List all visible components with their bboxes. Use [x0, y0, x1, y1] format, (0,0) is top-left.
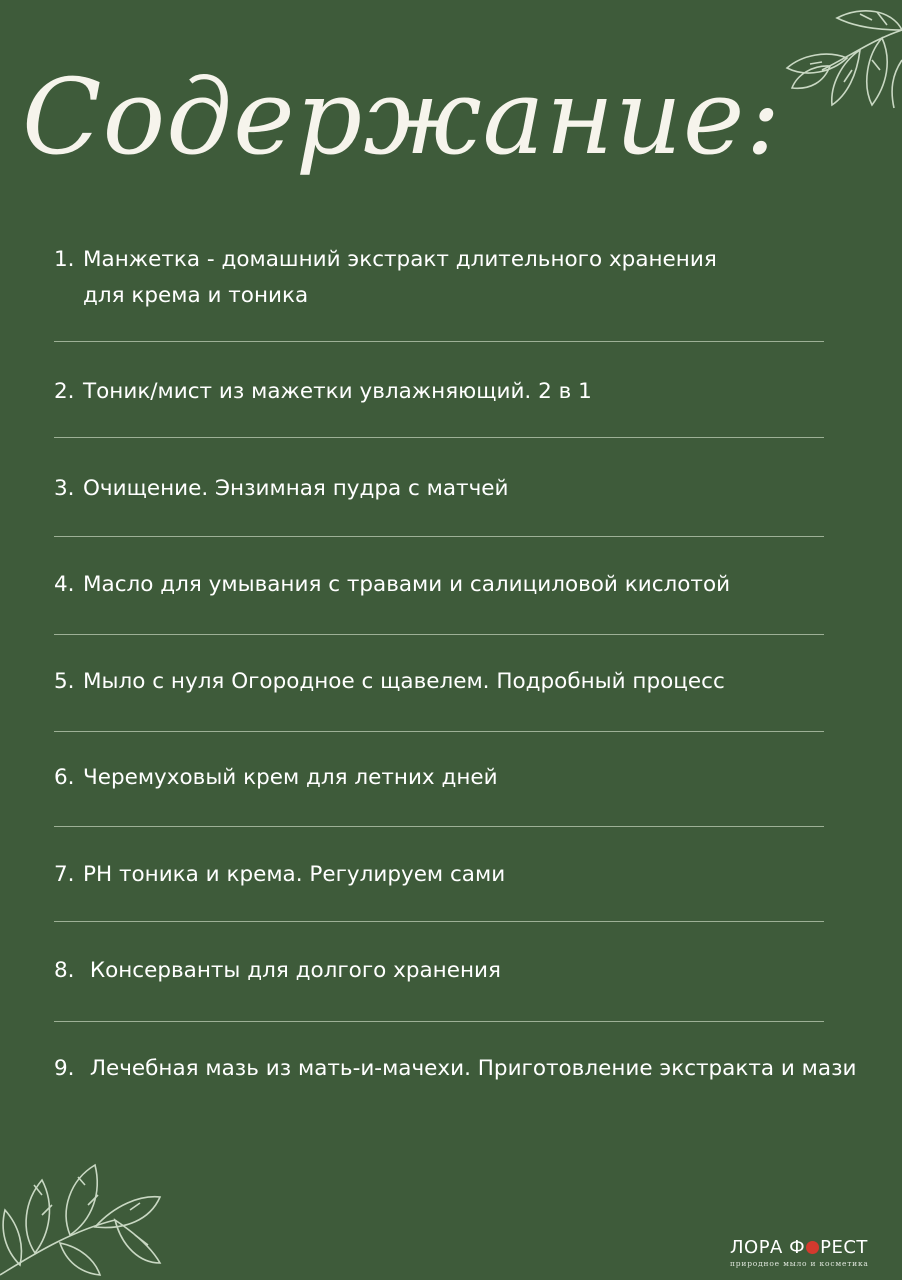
toc-item-text-continued: для крема и тоника: [83, 283, 309, 308]
toc-item-text: Масло для умывания с травами и салициловой кислотой: [83, 572, 731, 597]
logo-name: [730, 1237, 890, 1259]
toc-item-number: 1.: [54, 247, 75, 272]
toc-item-number: 5.: [54, 669, 75, 694]
brand-logo: [730, 1237, 890, 1269]
toc-item-2: [54, 374, 874, 410]
toc-item-number: 4.: [54, 572, 75, 597]
toc-item-text: Очищение. Энзимная пудра с матчей: [83, 476, 509, 501]
toc-item-text: Черемуховый крем для летних дней: [83, 765, 498, 790]
toc-item-1: [54, 242, 874, 314]
toc-item-text: Лечебная мазь из мать-и-мачехи. Приготовление экстракта и мази: [83, 1056, 857, 1081]
divider: [54, 437, 824, 438]
toc-item-text: Консерванты для долгого хранения: [83, 958, 501, 983]
logo-name-part: РЕСТ: [820, 1237, 868, 1258]
leaf-branch-icon: [0, 1135, 170, 1280]
toc-item-8: [54, 953, 874, 989]
divider: [54, 1021, 824, 1022]
toc-item-number: 8.: [54, 958, 75, 983]
toc-item-number: 9.: [54, 1056, 75, 1081]
toc-item-9: [54, 1051, 874, 1087]
toc-item-text: Тоник/мист из мажетки увлажняющий. 2 в 1: [83, 379, 592, 404]
divider: [54, 341, 824, 342]
divider: [54, 921, 824, 922]
divider: [54, 536, 824, 537]
toc-item-6: [54, 760, 874, 796]
divider: [54, 731, 824, 732]
divider: [54, 826, 824, 827]
toc-item-number: 6.: [54, 765, 75, 790]
toc-item-4: [54, 567, 874, 603]
toc-item-number: 7.: [54, 862, 75, 887]
toc-item-7: [54, 857, 874, 893]
logo-name-part: ЛОРА Ф: [730, 1237, 806, 1258]
toc-item-text: Мыло с нуля Огородное с щавелем. Подробный процесс: [83, 669, 725, 694]
toc-item-text: PH тоника и крема. Регулируем сами: [83, 862, 506, 887]
toc-item-5: [54, 664, 874, 700]
page-title: Содержание:: [22, 56, 782, 178]
toc-item-text: Манжетка - домашний экстракт длительного хранения: [83, 247, 717, 272]
divider: [54, 634, 824, 635]
toc-item-3: [54, 471, 874, 507]
toc-item-number: 2.: [54, 379, 75, 404]
logo-dot-icon: [806, 1241, 819, 1254]
toc-item-number: 3.: [54, 476, 75, 501]
logo-tagline: природное мыло и косметика: [730, 1259, 869, 1268]
